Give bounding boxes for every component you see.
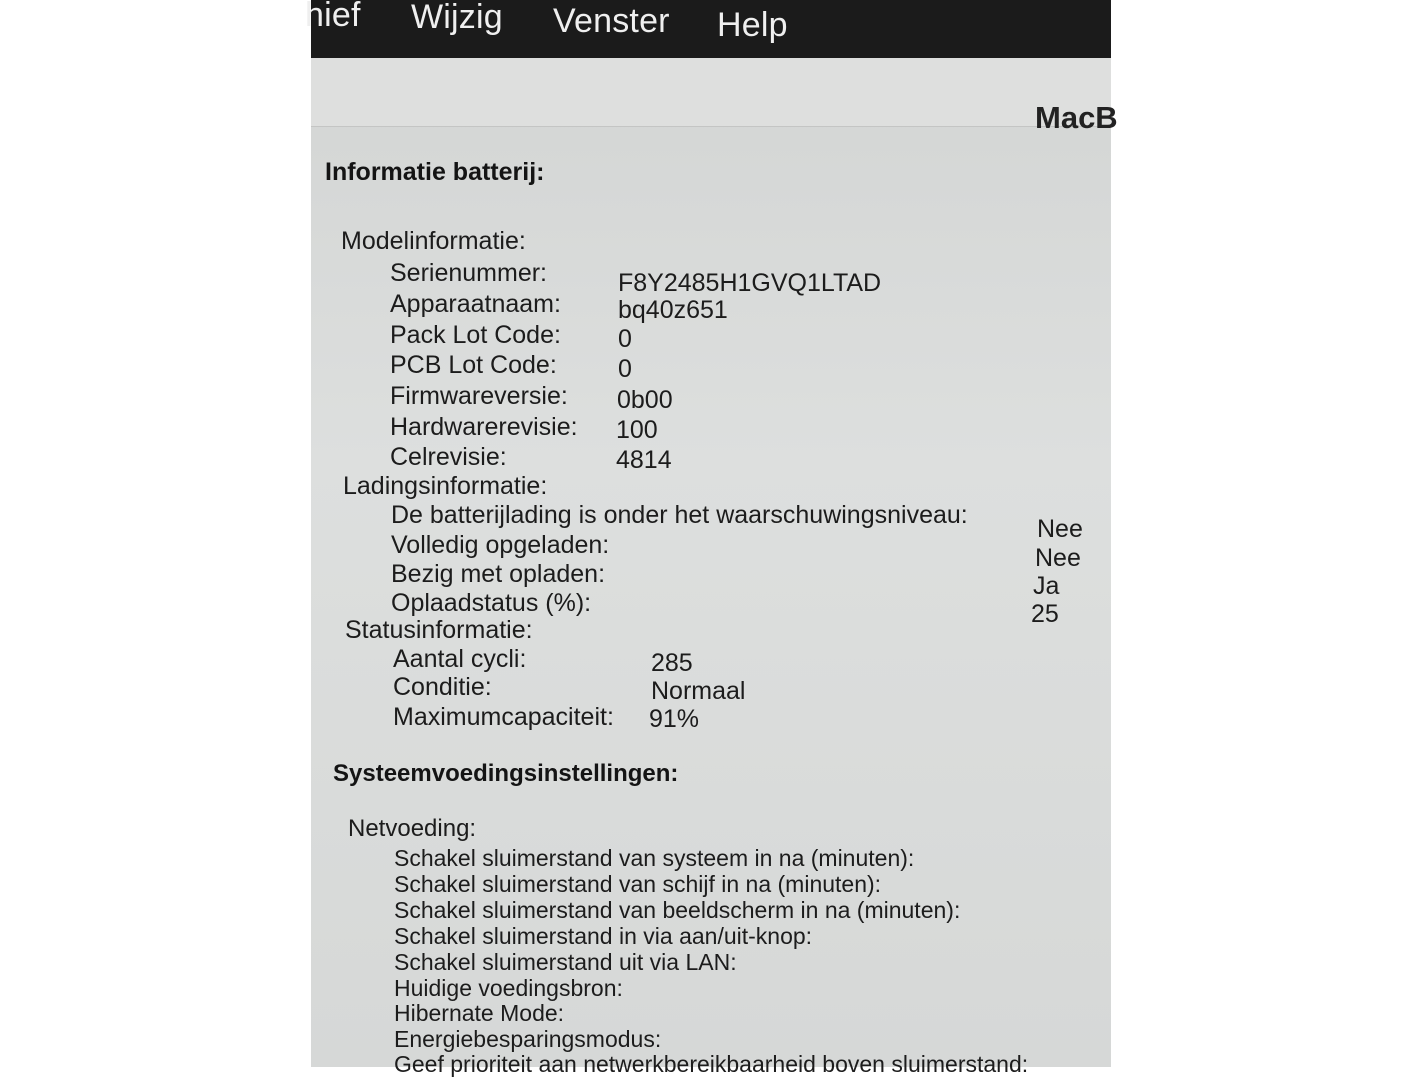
disk-sleep-label: Schakel sluimerstand van schijf in na (minuten):: [394, 871, 882, 897]
system-sleep-label: Schakel sluimerstand van systeem in na (minuten):: [394, 845, 915, 871]
firmware-version-label: Firmwareversie:: [390, 382, 568, 410]
serial-number-value: F8Y2485H1GVQ1LTAD: [618, 269, 882, 297]
charge-percent-label: Oplaadstatus (%):: [391, 589, 592, 617]
firmware-version-value: 0b00: [617, 386, 673, 414]
charge-warning-label: De batterijlading is onder het waarschuwingsniveau:: [391, 501, 968, 529]
condition-value: Normaal: [651, 677, 746, 705]
fully-charged-value: Nee: [1035, 544, 1081, 572]
menu-wijzig[interactable]: Wijzig: [411, 0, 503, 36]
charging-label: Bezig met opladen:: [391, 560, 606, 588]
hibernate-mode-label: Hibernate Mode:: [394, 1000, 565, 1026]
serial-number-label: Serienummer:: [390, 259, 547, 287]
network-priority-label: Geef prioriteit aan netwerkbereikbaarheid boven sluimerstand:: [394, 1051, 1029, 1077]
charge-warning-value: Nee: [1037, 515, 1083, 543]
report-pane: [311, 58, 1118, 1077]
cell-revision-value: 4814: [616, 446, 672, 474]
pack-lot-code-value: 0: [618, 325, 632, 353]
pcb-lot-code-label: PCB Lot Code:: [390, 351, 557, 379]
wake-on-lan-label: Schakel sluimerstand uit via LAN:: [394, 949, 737, 975]
fully-charged-label: Volledig opgeladen:: [391, 531, 610, 559]
power-button-sleep-label: Schakel sluimerstand in via aan/uit-knop:: [394, 923, 813, 949]
battery-heading: Informatie batterij:: [325, 158, 545, 186]
pcb-lot-code-value: 0: [618, 355, 632, 383]
system-information-window: [305, 0, 1118, 1077]
menu-help[interactable]: Help: [717, 6, 788, 44]
device-name-value: bq40z651: [618, 296, 728, 324]
menu-venster[interactable]: Venster: [553, 2, 670, 40]
menu-archief[interactable]: hief: [305, 0, 361, 34]
cell-revision-label: Celrevisie:: [390, 443, 507, 471]
model-info-label: Modelinformatie:: [341, 227, 526, 255]
current-power-source-label: Huidige voedingsbron:: [394, 975, 623, 1001]
max-capacity-value: 91%: [649, 705, 700, 733]
window-title-bar: [311, 58, 1118, 135]
device-name-label: Apparaatnaam:: [390, 290, 561, 318]
hardware-revision-label: Hardwarerevisie:: [390, 413, 578, 441]
charge-info-label: Ladingsinformatie:: [343, 472, 548, 500]
power-settings-heading: Systeemvoedingsinstellingen:: [333, 760, 679, 787]
charge-percent-value: 25: [1031, 600, 1059, 628]
hardware-revision-value: 100: [616, 416, 658, 444]
max-capacity-label: Maximumcapaciteit:: [393, 703, 614, 731]
charging-value: Ja: [1033, 572, 1060, 600]
cycle-count-value: 285: [651, 649, 693, 677]
ac-power-label: Netvoeding:: [348, 815, 477, 842]
pack-lot-code-label: Pack Lot Code:: [390, 321, 561, 349]
window-title: MacB: [1035, 100, 1118, 135]
cycle-count-label: Aantal cycli:: [393, 645, 527, 673]
display-sleep-label: Schakel sluimerstand van beeldscherm in na (minuten):: [394, 897, 961, 923]
status-info-label: Statusinformatie:: [345, 616, 533, 644]
low-power-mode-label: Energiebesparingsmodus:: [394, 1026, 662, 1052]
condition-label: Conditie:: [393, 673, 492, 701]
